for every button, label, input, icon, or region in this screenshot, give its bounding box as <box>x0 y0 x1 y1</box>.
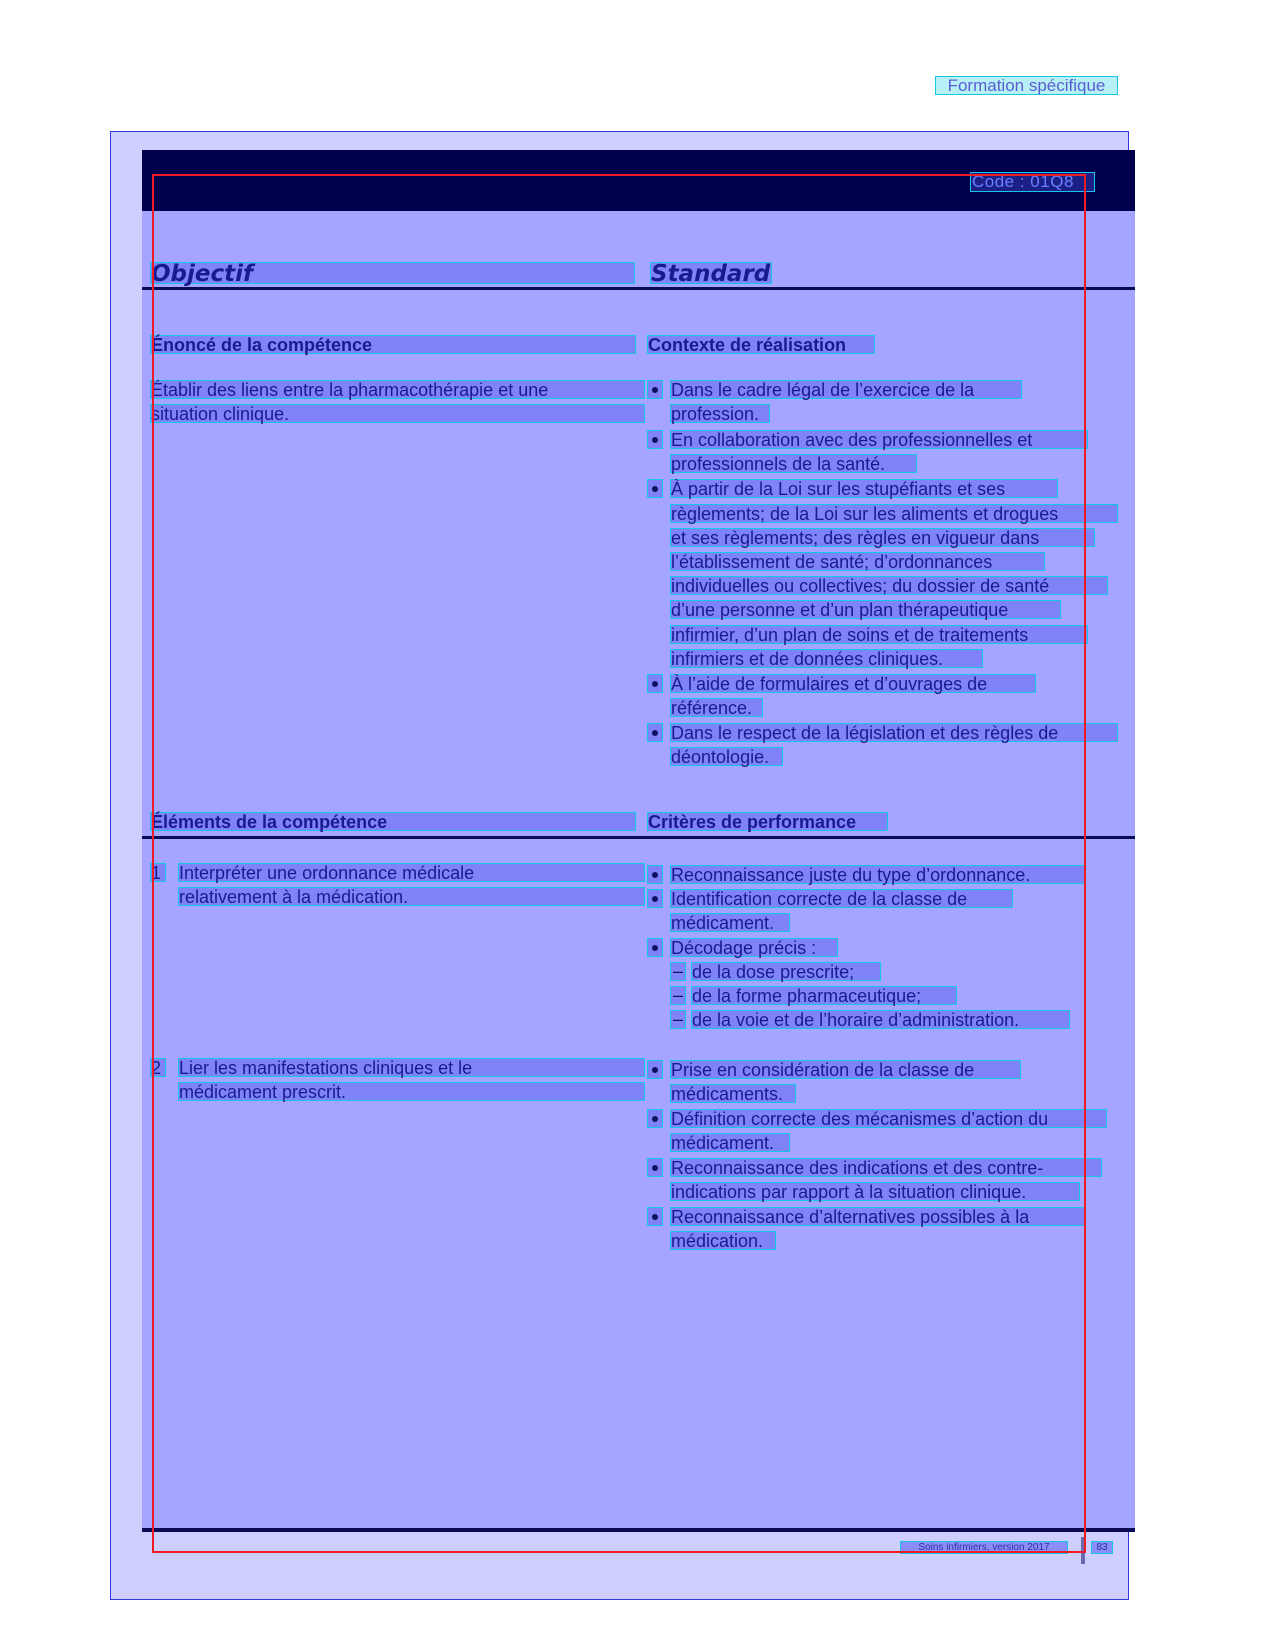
competence-heading: Énoncé de la compétence <box>150 335 636 354</box>
competence-line: Établir des liens entre la pharmacothérapie et une <box>150 380 645 399</box>
context-line: À partir de la Loi sur les stupéfiants et ses <box>670 479 1058 498</box>
criterion-line: indications par rapport à la situation clinique. <box>670 1182 1080 1201</box>
context-line: Dans le cadre légal de l’exercice de la <box>670 380 1022 399</box>
element-number: 2 <box>150 1058 166 1077</box>
bullet-icon <box>647 430 663 449</box>
section-title: Formation spécifique <box>935 76 1118 95</box>
context-heading: Contexte de réalisation <box>647 335 875 354</box>
criterion-line: Reconnaissance des indications et des contre- <box>670 1158 1102 1177</box>
dash-icon: – <box>670 1010 686 1029</box>
criterion-line: Définition correcte des mécanismes d’action du <box>670 1109 1107 1128</box>
footer-separator <box>1081 1537 1085 1564</box>
element-number: 1 <box>150 863 166 882</box>
context-line: À l’aide de formulaires et d’ouvrages de <box>670 674 1036 693</box>
context-line: En collaboration avec des professionnelles et <box>670 430 1088 449</box>
context-line: individuelles ou collectives; du dossier de santé <box>670 576 1108 595</box>
criterion-line: Reconnaissance juste du type d’ordonnance. <box>670 865 1086 884</box>
elements-heading: Éléments de la compétence <box>150 812 636 831</box>
context-line: infirmier, d’un plan de soins et de traitements <box>670 625 1088 644</box>
element-line: Lier les manifestations cliniques et le <box>178 1058 645 1077</box>
bullet-icon <box>647 1060 663 1079</box>
dash-icon: – <box>670 986 686 1005</box>
bullet-icon <box>647 723 663 742</box>
context-line: règlements; de la Loi sur les aliments et drogues <box>670 504 1118 523</box>
bullet-icon <box>647 938 663 957</box>
subcriterion-line: de la forme pharmaceutique; <box>691 986 957 1005</box>
context-line: Dans le respect de la législation et des règles de <box>670 723 1118 742</box>
footer-text: Soins infirmiers, version 2017 <box>900 1541 1068 1554</box>
objective-heading: Objectif <box>150 262 635 284</box>
dash-icon: – <box>670 962 686 981</box>
context-line: professionnels de la santé. <box>670 454 917 473</box>
page-number: 83 <box>1091 1541 1113 1554</box>
context-line: infirmiers et de données cliniques. <box>670 649 983 668</box>
criterion-line: Prise en considération de la classe de <box>670 1060 1021 1079</box>
criterion-line: Reconnaissance d’alternatives possibles à la <box>670 1207 1086 1226</box>
context-line: référence. <box>670 698 763 717</box>
element-line: relativement à la médication. <box>178 887 645 906</box>
criterion-line: Décodage précis : <box>670 938 838 957</box>
bullet-icon <box>647 479 663 498</box>
divider <box>142 287 1135 290</box>
bullet-icon <box>647 674 663 693</box>
context-line: et ses règlements; des règles en vigueur dans <box>670 528 1095 547</box>
subcriterion-line: de la voie et de l’horaire d’administration. <box>691 1010 1070 1029</box>
context-line: profession. <box>670 404 770 423</box>
criterion-line: Identification correcte de la classe de <box>670 889 1013 908</box>
standard-heading: Standard <box>651 261 771 287</box>
element-line: médicament prescrit. <box>178 1082 645 1101</box>
divider <box>142 836 1135 839</box>
bullet-icon <box>647 1109 663 1128</box>
competence-line: situation clinique. <box>150 404 645 423</box>
criteria-heading: Critères de performance <box>647 812 888 831</box>
criterion-line: médicament. <box>670 1133 790 1152</box>
bullet-icon <box>647 865 663 884</box>
competency-code: Code : 01Q8 <box>970 172 1095 192</box>
element-line: Interpréter une ordonnance médicale <box>178 863 645 882</box>
subcriterion-line: de la dose prescrite; <box>691 962 881 981</box>
bullet-icon <box>647 380 663 399</box>
criterion-line: médication. <box>670 1231 776 1250</box>
footer-rule <box>142 1528 1135 1532</box>
bullet-icon <box>647 889 663 908</box>
criterion-line: médicaments. <box>670 1084 796 1103</box>
context-line: déontologie. <box>670 747 783 766</box>
context-line: l’établissement de santé; d’ordonnances <box>670 552 1045 571</box>
bullet-icon <box>647 1158 663 1177</box>
bullet-icon <box>647 1207 663 1226</box>
criterion-line: médicament. <box>670 913 790 932</box>
context-line: d’une personne et d’un plan thérapeutique <box>670 600 1061 619</box>
